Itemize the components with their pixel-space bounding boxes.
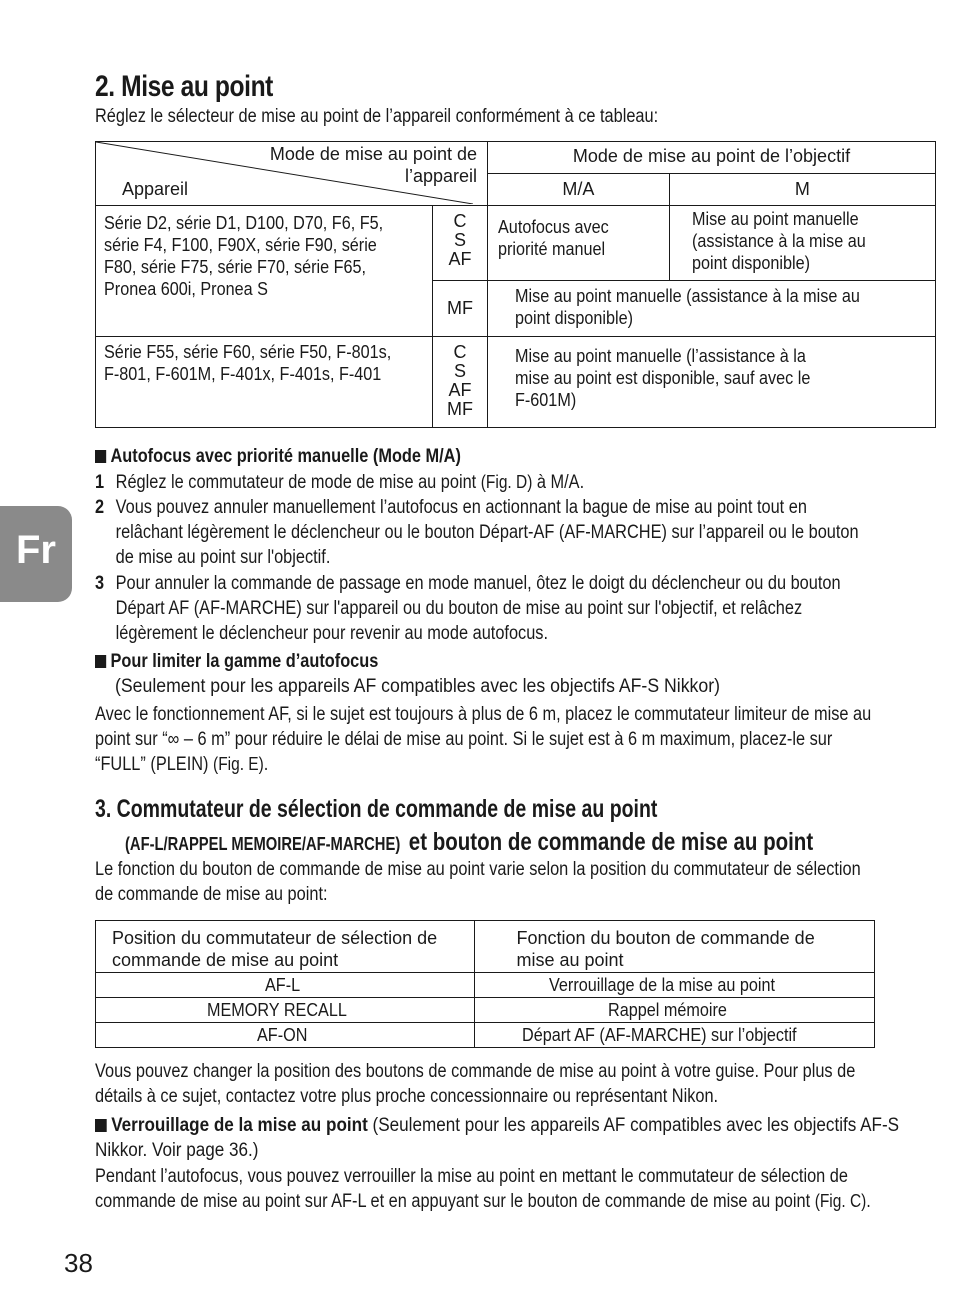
table-corner-cell [96,142,488,206]
group2-value: Mise au point manuelle (l’assistance à la mise au point est disponible, sauf avec le F-601M) [488,337,936,428]
table2-position-cell: AF-L [96,973,475,998]
group1-modes-a: C S AF [433,206,488,281]
group1-ma-value: Autofocus avec priorité manuel [488,206,670,281]
table-row [96,998,875,1023]
corner-camera-mode-label: Mode de mise au point de l’appareil [269,144,477,186]
col-ma-header: M/A [488,174,670,206]
after-table-text: Vous pouvez changer la position des boutons de commande de mise au point à votre guise. Pour plus de détails à ce sujet, contactez votre plus proche concessionnaire ou représentant Nikon. [95,1061,856,1107]
group1-cameras: Série D2, série D1, D100, D70, F6, F5, série F4, F100, F90X, série F90, série F80, série F75, série F70, série F65, Pronea 600i, Pronea S [96,206,433,337]
language-tab-label: Fr [16,528,56,572]
square-bullet-icon [95,1119,107,1132]
group1-mf-value: Mise au point manuelle (assistance à la mise au point disponible) [488,281,936,337]
table2-function-cell: Verrouillage de la mise au point [474,973,875,998]
col-m-header: M [669,174,935,206]
af-ma-heading: Autofocus avec priorité manuelle (Mode M/A) [95,446,461,468]
af-ma-step-3: 3 Pour annuler la commande de passage en mode manuel, ôtez le doigt du déclencheur ou du bouton Départ AF (AF-MARCHE) sur l'appareil ou du bouton de mise au point sur l'objectif, et relâchez légèrement le déclencheur pour revenir au mode autofocus. [95,573,841,644]
table2-position-cell: MEMORY RECALL [96,998,475,1023]
lock-text: Pendant l’autofocus, vous pouvez verrouiller la mise au point en mettant le commutateur de sélection de commande de mise au point sur AF-L et en appuyant sur le bouton de commande de mise au point (Fig. C). [95,1166,871,1212]
table2-header-position: Position du commutateur de sélection de commande de mise au point [96,921,475,973]
page-number: 38 [64,1248,93,1278]
table2-function-cell: Départ AF (AF-MARCHE) sur l’objectif [474,1023,875,1048]
af-ma-step-2: 2 Vous pouvez annuler manuellement l’autofocus en actionnant la bague de mise au point tout en relâchant légèrement le déclencheur ou le bouton Départ-AF (AF-MARCHE) sur l’appareil ou le bouton de mise au point sur l'objectif. [95,497,859,568]
table2-position-cell: AF-ON [96,1023,475,1048]
section-3-title-line1: 3. Commutateur de sélection de commande de mise au point [95,795,658,823]
section-3-title-line2: (AF-L/RAPPEL MEMOIRE/AF-MARCHE) et bouton de commande de mise au point [125,828,814,856]
square-bullet-icon [95,655,106,668]
af-ma-step-1: 1 Réglez le commutateur de mode de mise au point (Fig. D) à M/A. [95,472,585,493]
group2-modes: C S AF MF [433,337,488,428]
lock-heading-block: Verrouillage de la mise au point (Seulement pour les appareils AF compatibles avec les objectifs AF-S Nikkor. Voir page 36.) [95,1115,900,1161]
focus-button-table [95,920,875,1048]
focus-mode-table [95,141,936,428]
corner-camera-label: Appareil [122,179,189,199]
language-tab [0,506,72,602]
section-2-intro: Réglez le sélecteur de mise au point de l’appareil conformément à ce tableau: [95,106,659,127]
group1-m-value: Mise au point manuelle (assistance à la mise au point disponible) [669,206,935,281]
limit-note: (Seulement pour les appareils AF compatibles avec les objectifs AF-S Nikkor) [115,676,720,697]
table-row [96,973,875,998]
section-2-title: 2. Mise au point [95,70,273,103]
group1-modes-b: MF [433,281,488,337]
table2-header-function: Fonction du bouton de commande de mise au point [474,921,875,973]
lens-mode-header: Mode de mise au point de l’objectif [488,142,936,174]
limit-heading: Pour limiter la gamme d’autofocus [95,651,378,673]
group2-cameras: Série F55, série F60, série F50, F-801s, F-801, F-601M, F-401x, F-401s, F-401 [96,337,433,428]
square-bullet-icon [95,450,106,463]
section-3-intro: Le fonction du bouton de commande de mise au point varie selon la position du commutateur de sélection de commande de mise au point: [95,859,861,905]
limit-text: Avec le fonctionnement AF, si le sujet est toujours à plus de 6 m, placez le commutateur limiteur de mise au point sur “∞ – 6 m” pour réduire le délai de mise au point. Si le sujet est à 6 m maximum, placez-le sur “FULL” (PLEIN) (Fig. E). [95,704,872,775]
table2-function-cell: Rappel mémoire [474,998,875,1023]
table-row [96,1023,875,1048]
